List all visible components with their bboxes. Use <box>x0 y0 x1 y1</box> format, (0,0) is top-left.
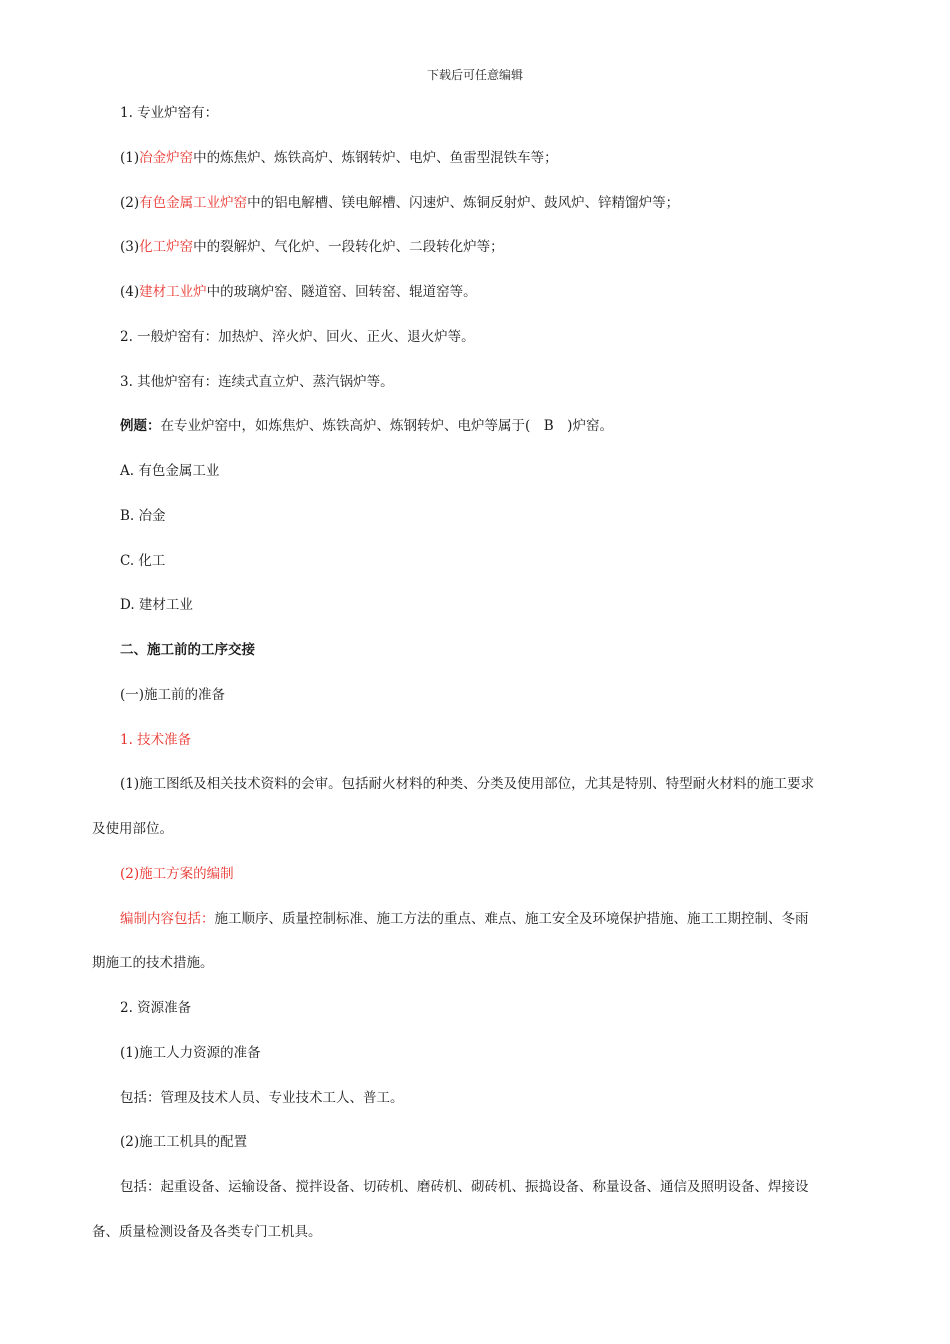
highlight-term: 编制内容包括： <box>120 911 215 927</box>
highlight-term: 化工炉窑 <box>139 239 194 255</box>
paragraph-drawing-review: (1)施工图纸及相关技术资料的会审。包括耐火材料的种类、分类及使用部位，尤其是特别、特型耐火材料的施工要求 <box>120 776 815 792</box>
technical-prep-heading: 1. 技术准备 <box>120 732 192 748</box>
section-heading: 二、施工前的工序交接 <box>120 642 255 658</box>
item-text: 中的玻璃炉窑、隧道窑、回转窑、辊道窑等。 <box>206 284 477 300</box>
item-number: (1) <box>120 150 140 166</box>
subsection-heading: (一)施工前的准备 <box>120 687 226 703</box>
paragraph-equipment: 包括：起重设备、运输设备、搅拌设备、切砖机、磨砖机、砌砖机、振捣设备、称量设备、通信及照明设备、焊接设 <box>120 1179 809 1195</box>
item-text: 中的裂解炉、气化炉、一段转化炉、二段转化炉等； <box>193 239 504 255</box>
paragraph-other-kilns: 3. 其他炉窑有：连续式直立炉、蒸汽锅炉等。 <box>120 374 394 390</box>
plan-heading: (2)施工方案的编制 <box>120 866 234 882</box>
paragraph-item-2 <box>120 194 679 212</box>
human-resource-heading: (1)施工人力资源的准备 <box>120 1045 261 1061</box>
item-number: (4) <box>120 284 140 300</box>
paragraph-human-resource: 包括：管理及技术人员、专业技术工人、普工。 <box>120 1090 404 1106</box>
paragraph-item-1 <box>120 149 558 167</box>
paragraph-general-kilns: 2. 一般炉窑有：加热炉、淬火炉、回火、正火、退火炉等。 <box>120 329 475 345</box>
paragraph-professional-kilns: 1. 专业炉窑有： <box>120 105 219 121</box>
paragraph-plan-content-cont: 期施工的技术措施。 <box>92 955 214 971</box>
example-question <box>120 417 613 435</box>
example-text: 在专业炉窑中，如炼焦炉、炼铁高炉、炼钢转炉、电炉等属于( B )炉窑。 <box>160 418 613 434</box>
item-text: 中的炼焦炉、炼铁高炉、炼钢转炉、电炉、鱼雷型混铁车等； <box>193 150 558 166</box>
resource-prep-heading: 2. 资源准备 <box>120 1000 192 1016</box>
item-number: (2) <box>120 195 140 211</box>
paragraph-item-4 <box>120 283 477 301</box>
paragraph-item-3 <box>120 238 504 256</box>
highlight-term: 建材工业炉 <box>139 284 207 300</box>
option-c: C. 化工 <box>120 553 166 569</box>
example-label: 例题： <box>120 418 161 434</box>
paragraph-drawing-review-cont: 及使用部位。 <box>92 821 173 837</box>
paragraph-plan-content <box>120 910 809 928</box>
highlight-term: 有色金属工业炉窑 <box>139 195 248 211</box>
option-a: A. 有色金属工业 <box>120 463 220 479</box>
option-b: B. 冶金 <box>120 508 166 524</box>
option-d: D. 建材工业 <box>120 597 193 613</box>
equipment-heading: (2)施工工机具的配置 <box>120 1134 248 1150</box>
page-header: 下载后可任意编辑 <box>426 68 523 82</box>
item-text: 中的铝电解槽、镁电解槽、闪速炉、炼铜反射炉、鼓风炉、锌精馏炉等； <box>247 195 680 211</box>
item-text: 施工顺序、质量控制标准、施工方法的重点、难点、施工安全及环境保护措施、施工工期控制、冬雨 <box>214 911 809 927</box>
highlight-term: 冶金炉窑 <box>139 150 194 166</box>
paragraph-equipment-cont: 备、质量检测设备及各类专门工机具。 <box>92 1224 322 1240</box>
item-number: (3) <box>120 239 140 255</box>
